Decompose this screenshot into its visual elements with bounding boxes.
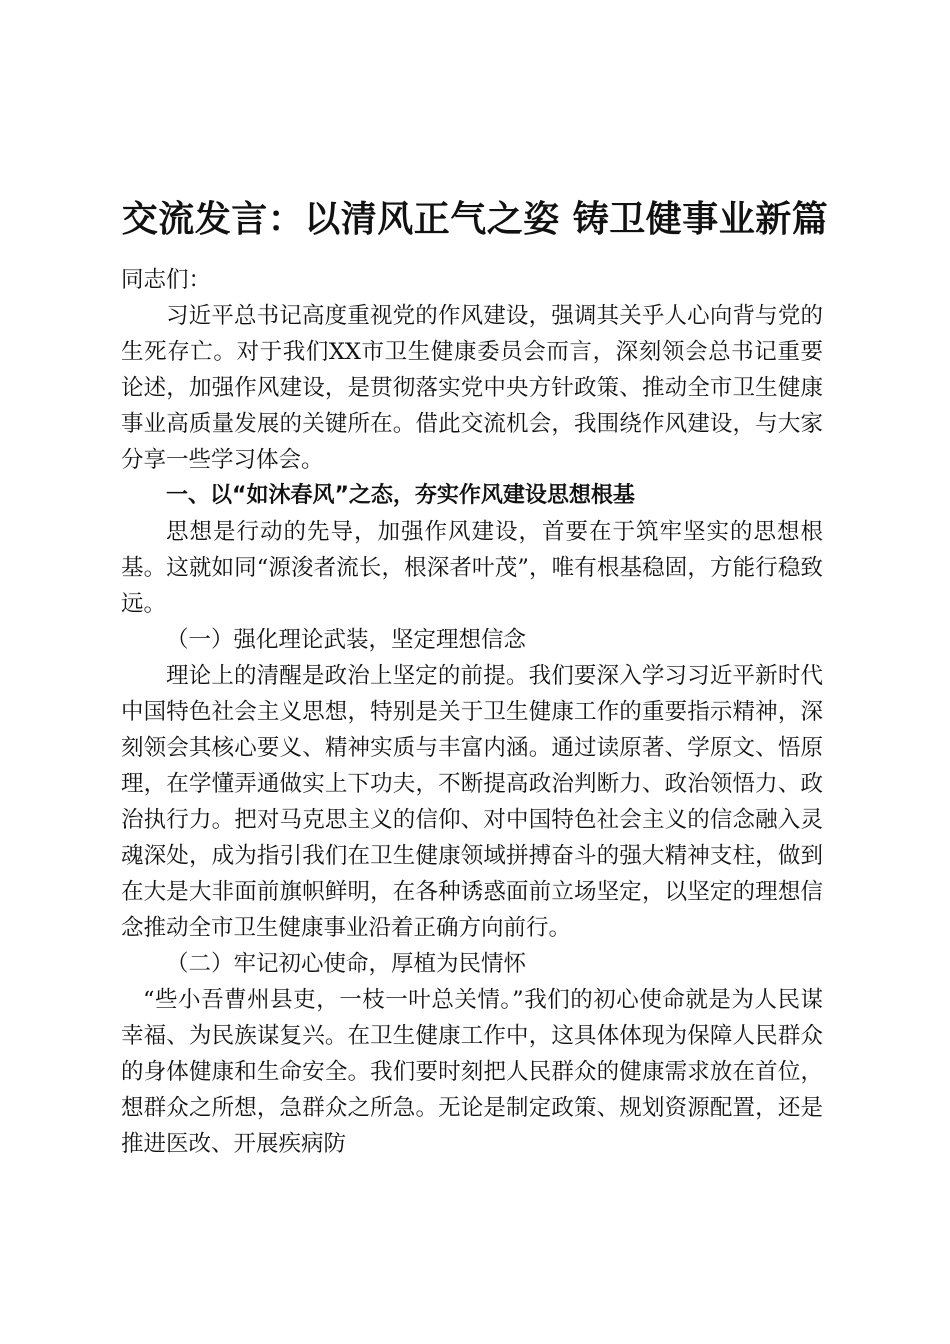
subsection-1-paragraph: 理论上的清醒是政治上坚定的前提。我们要深入学习习近平新时代中国特色社会主义思想，特别是关于卫生健康工作的重要指示精神，深刻领会其核心要义、精神实质与丰富内涵。通过读原著、学原文、悟原理，在学懂弄通做实上下功夫，不断提高政治判断力、政治领悟力、政治执行力。把对马克思主义的信仰、对中国特色社会主义的信念融入灵魂深处，成为指引我们在卫生健康领域拼搏奋斗的强大精神支柱，做到在大是大非面前旗帜鲜明，在各种诱惑面前立场坚定，以坚定的理想信念推动全市卫生健康事业沿着正确方向前行。 (121, 663, 823, 941)
section-1-heading: 一、以“如沐春风”之态，夯实作风建设思想根基 (166, 483, 635, 508)
subsection-1-heading: （一）强化理论武装，坚定理想信念 (166, 627, 527, 653)
subsection-2-heading: （二）牢记初心使命，厚植为民情怀 (166, 951, 527, 977)
subsection-2-paragraph: “些小吾曹州县吏，一枝一叶总关情。”我们的初心使命就是为人民谋幸福、为民族谋复兴。在卫生健康工作中，这具体体现为保障人民群众的身体健康和生命安全。我们要时刻把人民群众的健康需求放在首位，想群众之所想，急群众之所急。无论是制定政策、规划资源配置，还是推进医改、开展疾病防 (121, 987, 823, 1157)
section-1-paragraph: 思想是行动的先导，加强作风建设，首要在于筑牢坚实的思想根基。这就如同“源浚者流长，根深者叶茂”，唯有根基稳固，方能行稳致远。 (121, 519, 823, 617)
salutation: 同志们： (121, 267, 212, 293)
document-title: 交流发言：以清风正气之姿 铸卫健事业新篇 (121, 198, 829, 241)
intro-paragraph: 习近平总书记高度重视党的作风建设，强调其关乎人心向背与党的生死存亡。对于我们XX市卫生健康委员会而言，深刻领会总书记重要论述，加强作风建设，是贯彻落实党中央方针政策、推动全市卫生健康事业高质量发展的关键所在。借此交流机会，我围绕作风建设，与大家分享一些学习体会。 (121, 303, 823, 473)
document-body (121, 262, 823, 1162)
